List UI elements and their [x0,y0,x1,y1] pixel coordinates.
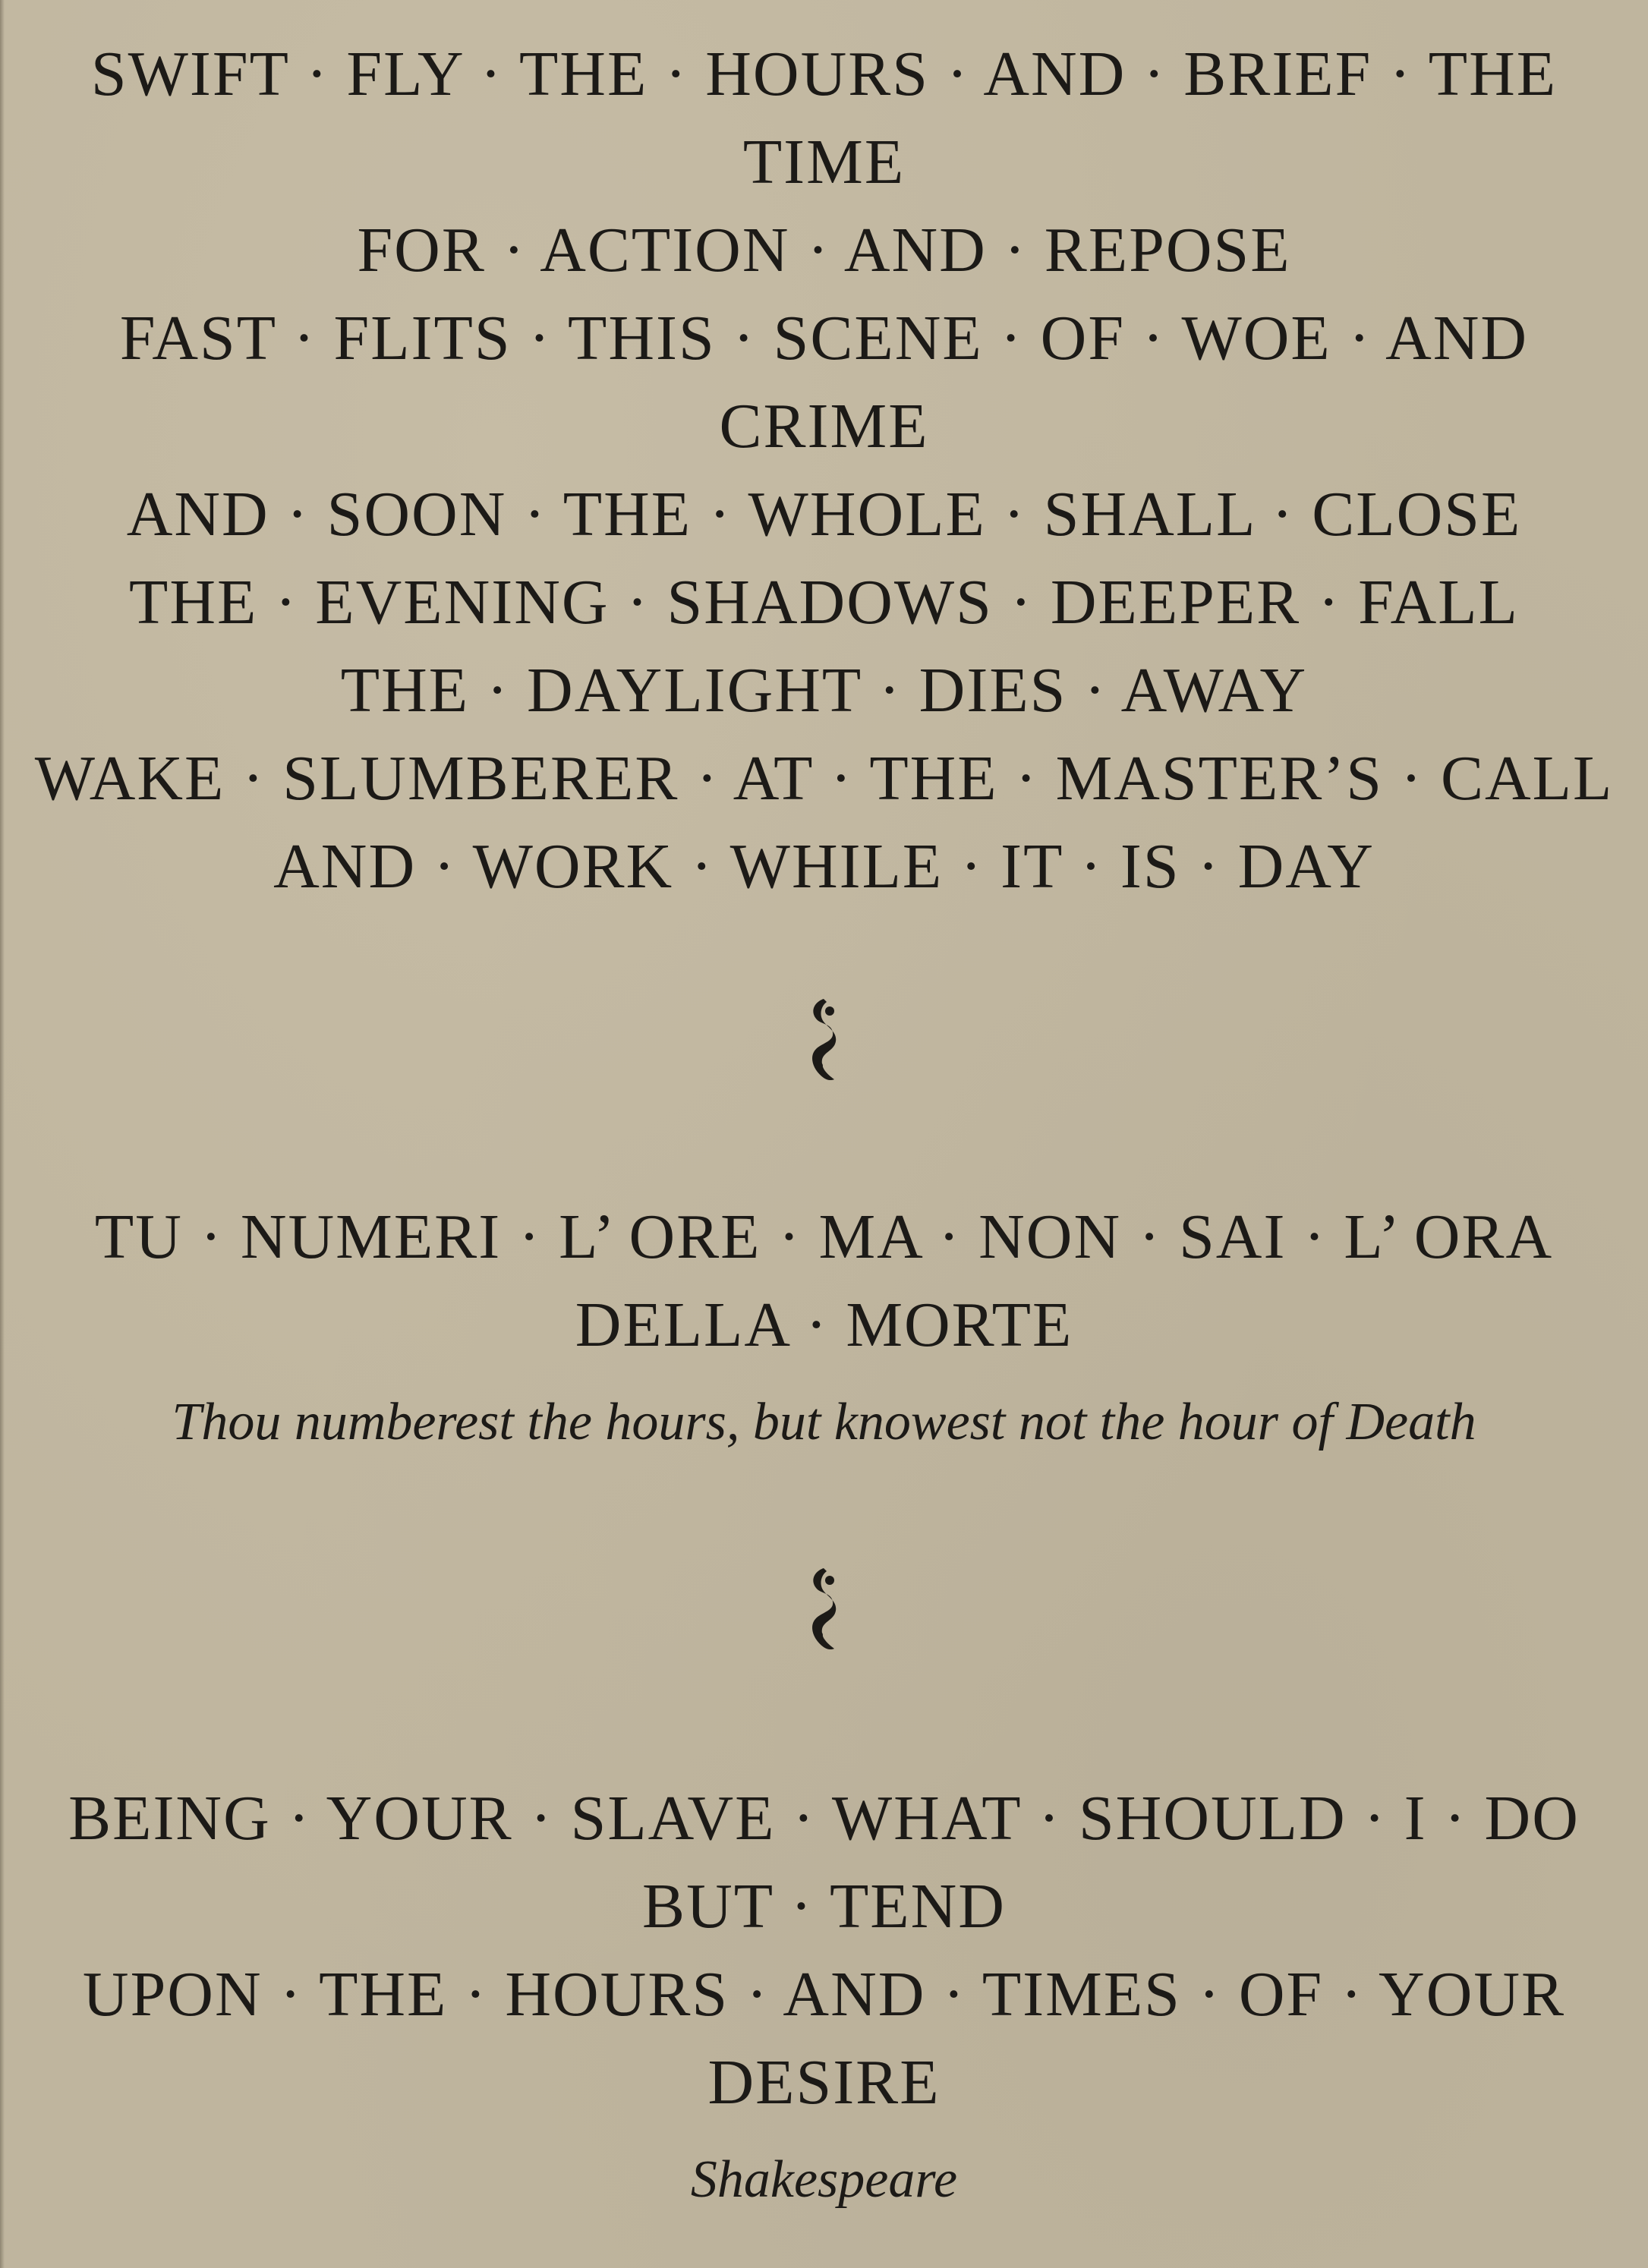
verse-line: FOR · ACTION · AND · REPOSE [357,215,1291,285]
verse-line: WAKE · SLUMBERER · AT · THE · MASTER’S · CALL [34,743,1614,814]
verse-line: UPON · THE · HOURS · AND · TIMES · OF · YOUR DESIRE [82,1959,1566,2118]
verse-line: THE · DAYLIGHT · DIES · AWAY [340,655,1308,726]
verse-line: THE · EVENING · SHADOWS · DEEPER · FALL [129,567,1519,638]
verse-line: TU · NUMERI · L’ ORE · MA · NON · SAI · L’ ORA DELLA · MORTE [94,1202,1554,1360]
fleuron-icon [801,994,846,1085]
fleuron-icon [801,1564,846,1655]
verse-line: FAST · FLITS · THIS · SCENE · OF · WOE · AND CRIME [119,303,1529,461]
verse-tu-numeri-lore [30,1193,1618,1460]
attribution: Shakespeare [690,2150,958,2209]
verse-being-your-slave [30,1775,1618,2218]
verse-swift-fly-the-hours [30,30,1618,911]
translation-line: Thou numberest the hours, but knowest not the hour of Death [172,1393,1476,1451]
verse-line: SWIFT · FLY · THE · HOURS · AND · BRIEF · THE TIME [90,39,1558,197]
verse-line: BEING · YOUR · SLAVE · WHAT · SHOULD · I · DO BUT · TEND [68,1783,1580,1942]
page-edge [0,0,5,2268]
verse-line: AND · SOON · THE · WHOLE · SHALL · CLOSE [126,479,1522,550]
verse-line: AND · WORK · WHILE · IT · IS · DAY [273,831,1375,902]
